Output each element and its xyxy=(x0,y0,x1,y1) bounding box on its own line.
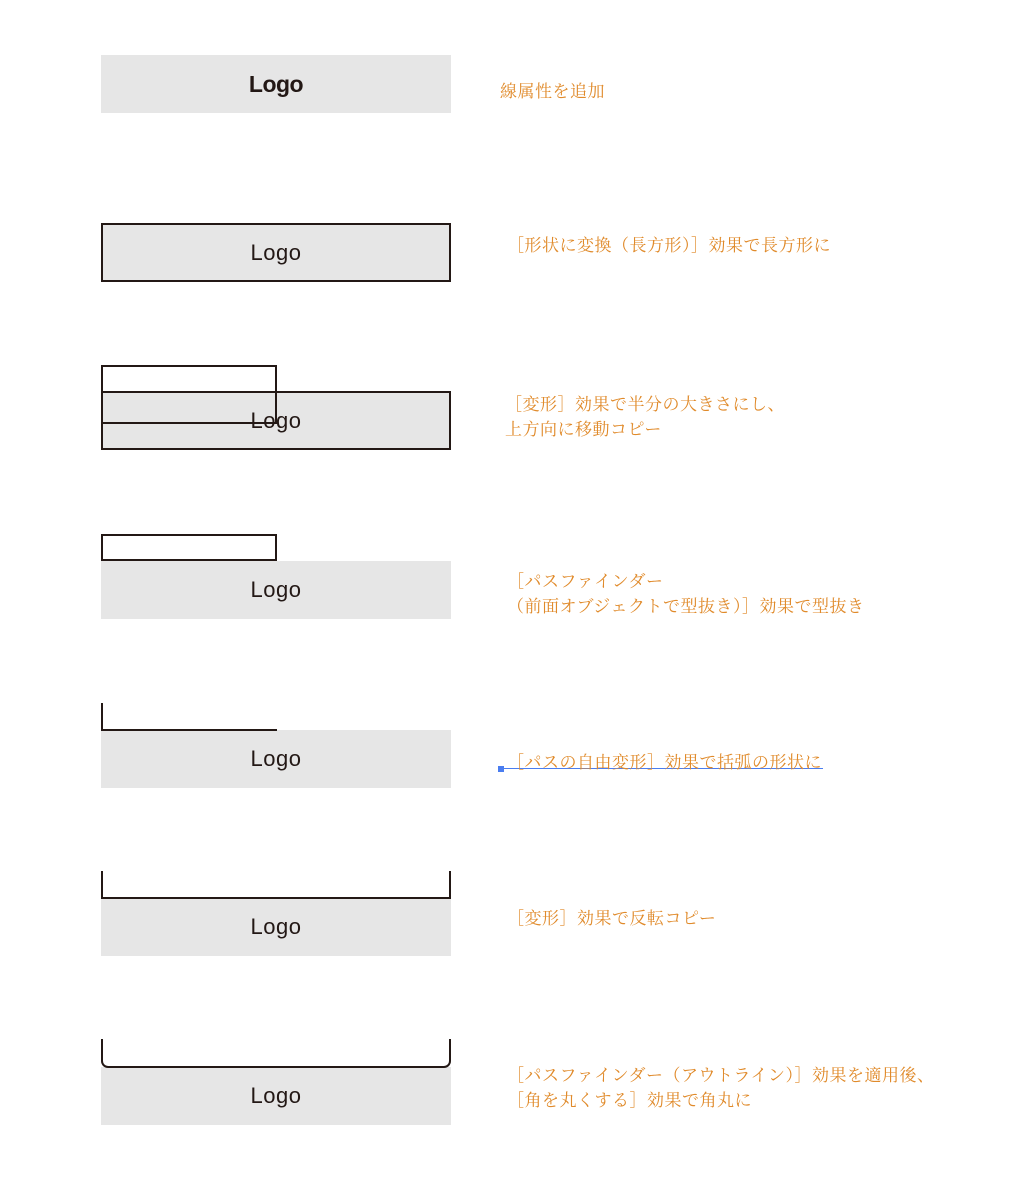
note-line: ［変形］効果で反転コピー xyxy=(507,909,717,928)
logo-box xyxy=(101,1067,451,1125)
step-note xyxy=(500,79,605,104)
note-line: 上方向に移動コピー xyxy=(505,420,662,439)
step-note xyxy=(505,392,785,442)
logo-text: Logo xyxy=(250,239,302,265)
logo-box xyxy=(101,898,451,956)
step-note xyxy=(507,906,716,931)
logo-text: Logo xyxy=(250,914,302,939)
logo-text: Logo xyxy=(250,1083,302,1108)
half-bracket-shape xyxy=(101,703,277,731)
half-rectangle-copy xyxy=(101,365,277,424)
rounded-bracket-shape xyxy=(101,1039,451,1068)
logo-box xyxy=(101,730,451,788)
logo-box xyxy=(101,55,451,113)
logo-box xyxy=(101,223,451,282)
note-line: 線属性を追加 xyxy=(500,82,605,101)
selection-anchor-handle[interactable] xyxy=(498,766,504,772)
logo-text: Logo xyxy=(250,577,302,602)
note-line: ［変形］効果で半分の大きさにし、 xyxy=(505,395,785,414)
step-note xyxy=(507,1063,934,1113)
note-line: （前面オブジェクトで型抜き）］効果で型抜き xyxy=(507,597,865,616)
step-note xyxy=(507,750,822,775)
note-line: ［パスファインダー（アウトライン）］効果を適用後、 xyxy=(507,1066,935,1085)
logo-box xyxy=(101,561,451,619)
logo-text: Logo xyxy=(248,70,304,97)
note-line: ［パスファインダー xyxy=(507,572,664,591)
logo-text: Logo xyxy=(250,746,302,771)
step-note xyxy=(507,233,831,258)
full-bracket-shape xyxy=(101,871,451,899)
logo-text: Logo xyxy=(250,407,302,433)
step-note xyxy=(507,569,864,619)
note-line: ［形状に変換（長方形）］効果で長方形に xyxy=(507,236,831,255)
note-line: ［パスの自由変形］効果で括弧の形状に xyxy=(507,753,822,772)
punched-rectangle xyxy=(101,534,277,561)
note-line: ［角を丸くする］効果で角丸に xyxy=(507,1091,752,1110)
